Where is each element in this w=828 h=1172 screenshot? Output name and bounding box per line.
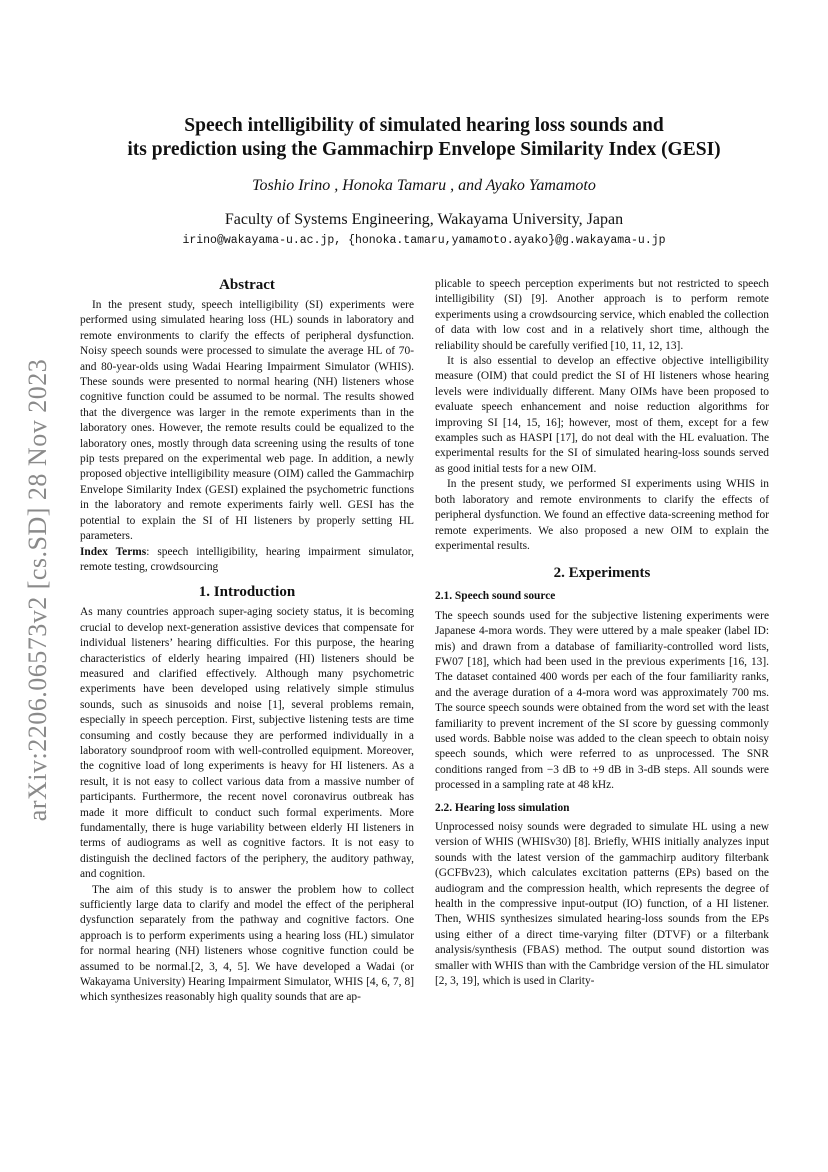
email-addresses: irino@wakayama-u.ac.jp, {honoka.tamaru,yamamoto.ayako}@g.wakayama-u.jp xyxy=(182,234,666,247)
title-line-2: its prediction using the Gammachirp Envelope Similarity Index (GESI) xyxy=(127,139,721,160)
left-column xyxy=(80,274,414,1006)
index-terms xyxy=(80,545,414,576)
paper-title xyxy=(70,114,778,162)
arxiv-stamp xyxy=(8,300,68,880)
affiliation: Faculty of Systems Engineering, Wakayama University, Japan xyxy=(224,211,624,228)
intro-paragraph-2: The aim of this study is to answer the problem how to collect sufficiently large data to clarify and model the effect of the peripheral dysfunction separately from the pathway and cognitive factors. One approach is to perform experiments using a hearing loss (HL) simulator for normal hearing (NH) listeners whose cognitive function could be assumed to be normal.[2, 3, 4, 5]. We have developed a Wadai (or Wakayama University) Hearing Impairment Simulator, WHIS [4, 6, 7, 8] which synthesizes reasonably high quality sounds that are ap- xyxy=(80,883,414,1004)
abstract-text: In the present study, speech intelligibility (SI) experiments were performed using simulated hearing loss (HL) sounds in laboratory and remote environments to clarify the effects of peripheral dysfunction. Noisy speech sounds were processed to simulate the average HL of 70- and 80-year-olds using Wadai Hearing Impairment Simulator (WHIS). These sounds were presented to normal hearing (NH) listeners whose cognitive function could be assumed to be normal. The results showed that the divergence was larger in the remote experiments than in the laboratory ones. However, the remote results could be equalized to the laboratory ones, mostly through data screening using the results of tone pip tests prepared on the experimental web page. In addition, a newly proposed objective intelligibility measure (OIM) called the Gammachirp Envelope Similarity Index (GESI) explained the psychometric functions in the laboratory and remote experiments fairly well. GESI has the potential to explain the SI of HI listeners by properly setting HL parameters. xyxy=(80,299,414,543)
experiments-heading: 2. Experiments xyxy=(553,565,651,582)
index-terms-label: Index Terms xyxy=(80,545,147,558)
hl-simulation-text: Unprocessed noisy sounds were degraded to simulate HL using a new version of WHIS (WHISv30) [8]. Briefly, WHIS initially analyzes input sounds with the latest version of the gammachirp auditory filterbank (GCFBv23), which calculates excitation patterns (EPs) based on the audiogram and the compression health, which represents the degree of health in the compressive input-output (IO) function, of a HI listener. Then, WHIS synthesizes simulated hearing-loss sounds from the EPs using either of a direct time-varying filter (DTVF) or a filterbank analysis/synthesis (FBAS) method. The output sound distortion was smaller with WHIS than with the Cambridge version of the HL simulator [2, 3, 19], which is used in Clarity- xyxy=(435,821,769,988)
authors: Toshio Irino , Honoka Tamaru , and Ayako Yamamoto xyxy=(252,177,596,194)
intro-paragraph-1: As many countries approach super-aging society status, it is becoming crucial to develop next-generation assistive devices that compensate for individual listeners’ hearing difficulties. For this purpose, the hearing characteristics of elderly hearing impaired (HI) listeners should be measured and clarified effectively. Although many psychometric experiments have been developed using relatively simple stimulus sounds, such as sinusoids and noise [1], several problems remain, especially in speech perception. First, subjective listening tests are time consuming and costly because they are performed individually in a laboratory soundproof room with well-controlled equipment. Moreover, the cognitive load of long experiments is heavy for HI listeners. As a result, it is not easy to collect various data from a massive number of participants. Furthermore, the recent novel coronavirus outbreak has made it more difficult to conduct such formal experiments. More fundamentally, there is huge variability between elderly HI listeners in terms of audiograms as well as cognitive factors. It is not easy to distinguish the declined factors of the periphery, the auditory pathway, and cognition. xyxy=(80,606,414,881)
right-paragraph-0: plicable to speech perception experiments but not restricted to speech intelligibility (SI) [9]. Another approach is to perform remote experiments using a crowdsourcing service, which enabled the collection of data with low cost and in a relatively short time, although the reliability should be carefully verified [10, 11, 12, 13]. xyxy=(435,278,769,352)
intro-heading: 1. Introduction xyxy=(198,584,296,601)
right-column xyxy=(435,277,769,989)
right-paragraph-2: In the present study, we performed SI experiments using WHIS in both laboratory and remote environments to clarify the effects of peripheral dysfunction. We found an effective data-screening method for remote experiments. We also proposed a new OIM to explain the experimental results. xyxy=(435,478,769,552)
speech-source-text: The speech sounds used for the subjective listening experiments were Japanese 4-mora words. They were uttered by a male speaker (label ID: mis) and drawn from a database of familiarity-controlled word lists, FW07 [18], which had been used in the previous experiments [16, 13]. The dataset contained 400 words per each of the four familiarity ranks, and the average duration of a 4-mora word was approximately 700 ms. The source speech sounds were obtained from the word set with the least familiarity to prevent increment of the SI score by guessing commonly used words. Babble noise was added to the clean speech to obtain noisy speech sounds, which were referred to as unprocessed. The SNR conditions ranged from −3 dB to +9 dB in 3-dB steps. All sounds were processed in a sampling rate at 48 kHz. xyxy=(435,609,769,792)
subsection-hl-simulation-heading: 2.2. Hearing loss simulation xyxy=(435,801,570,814)
abstract-heading: Abstract xyxy=(219,277,275,293)
index-terms-text: : speech intelligibility, hearing impairment simulator, remote testing, crowdsourcing xyxy=(80,545,414,573)
subsection-speech-source-heading: 2.1. Speech sound source xyxy=(435,590,556,603)
title-line-1: Speech intelligibility of simulated hearing loss sounds and xyxy=(184,115,664,136)
right-paragraph-1: It is also essential to develop an effective objective intelligibility measure (OIM) that could predict the SI of HI listeners whose hearing levels were individually different. Many OIMs have been proposed to evaluate speech enhancement and noise reduction algorithms for improving SI [14, 15, 16]; however, most of them, except for a few examples such as HASPI [17], do not deal with the HL evaluation. The experimental results for the SI of simulated hearing-loss sounds served as good initial tests for a new OIM. xyxy=(435,355,769,475)
arxiv-stamp-text: arXiv:2206.06573v2 [cs.SD] 28 Nov 2023 xyxy=(23,358,53,822)
